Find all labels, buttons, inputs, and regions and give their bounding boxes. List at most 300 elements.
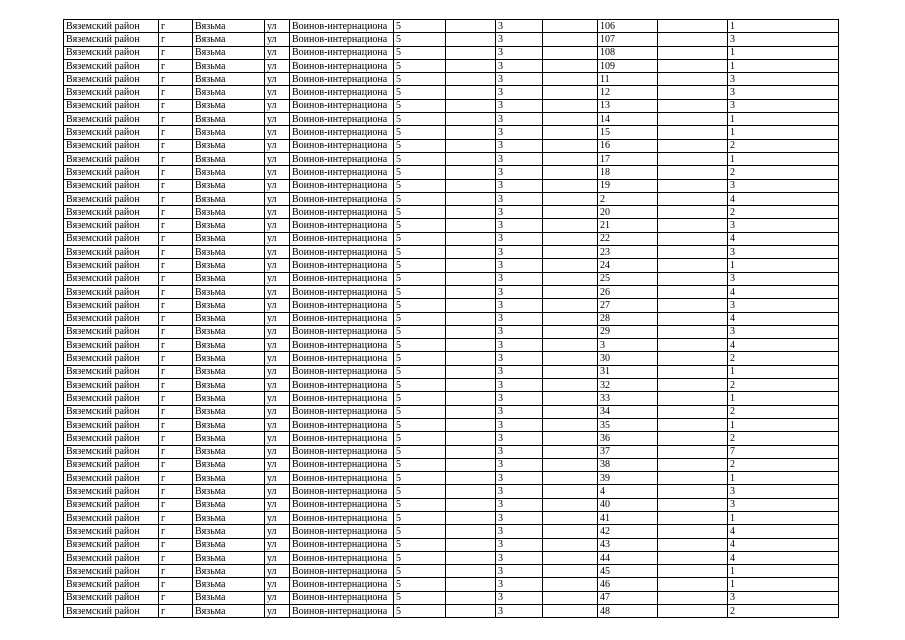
col8-cell: 3 [496,73,543,86]
col6-cell: 5 [394,325,446,338]
city-cell: Вязьма [193,299,265,312]
col11-cell [658,299,728,312]
house-number-cell: 109 [598,59,658,72]
house-number-cell: 13 [598,99,658,112]
col11-cell [658,392,728,405]
col9-cell [543,113,598,126]
col8-cell: 3 [496,219,543,232]
col9-cell [543,312,598,325]
street-type-cell: ул [265,219,290,232]
col9-cell [543,458,598,471]
col8-cell: 3 [496,591,543,604]
house-number-cell: 28 [598,312,658,325]
city-type-cell: г [159,485,193,498]
col7-cell [446,99,496,112]
col8-cell: 3 [496,46,543,59]
col7-cell [446,551,496,564]
district-cell: Вяземский район [64,99,159,112]
col8-cell: 3 [496,405,543,418]
table-row [64,565,839,578]
count-cell: 1 [728,126,839,139]
house-number-cell: 39 [598,472,658,485]
house-number-cell: 48 [598,605,658,618]
col8-cell: 3 [496,605,543,618]
district-cell: Вяземский район [64,379,159,392]
count-cell: 4 [728,232,839,245]
street-type-cell: ул [265,139,290,152]
col6-cell: 5 [394,46,446,59]
col8-cell: 3 [496,339,543,352]
city-type-cell: г [159,511,193,524]
district-cell: Вяземский район [64,20,159,33]
count-cell: 3 [728,272,839,285]
city-type-cell: г [159,272,193,285]
street-cell: Воинов-интернациона [290,352,394,365]
city-cell: Вязьма [193,511,265,524]
street-type-cell: ул [265,538,290,551]
street-cell: Воинов-интернациона [290,551,394,564]
street-type-cell: ул [265,232,290,245]
table-row [64,525,839,538]
street-cell: Воинов-интернациона [290,605,394,618]
col9-cell [543,339,598,352]
table-row [64,126,839,139]
city-cell: Вязьма [193,352,265,365]
street-type-cell: ул [265,445,290,458]
col11-cell [658,46,728,59]
house-number-cell: 45 [598,565,658,578]
col9-cell [543,498,598,511]
street-cell: Воинов-интернациона [290,458,394,471]
street-cell: Воинов-интернациона [290,272,394,285]
col6-cell: 5 [394,272,446,285]
col11-cell [658,565,728,578]
count-cell: 3 [728,99,839,112]
city-type-cell: г [159,392,193,405]
house-number-cell: 26 [598,285,658,298]
col7-cell [446,126,496,139]
street-cell: Воинов-интернациона [290,139,394,152]
table-row [64,458,839,471]
col9-cell [543,325,598,338]
street-cell: Воинов-интернациона [290,86,394,99]
city-type-cell: г [159,46,193,59]
col8-cell: 3 [496,498,543,511]
house-number-cell: 21 [598,219,658,232]
col7-cell [446,605,496,618]
col9-cell [543,59,598,72]
city-type-cell: г [159,591,193,604]
count-cell: 3 [728,73,839,86]
street-cell: Воинов-интернациона [290,73,394,86]
col11-cell [658,418,728,431]
city-cell: Вязьма [193,551,265,564]
count-cell: 1 [728,392,839,405]
street-cell: Воинов-интернациона [290,299,394,312]
col7-cell [446,86,496,99]
col6-cell: 5 [394,20,446,33]
table-row [64,485,839,498]
col8-cell: 3 [496,152,543,165]
street-type-cell: ул [265,525,290,538]
city-cell: Вязьма [193,379,265,392]
district-cell: Вяземский район [64,325,159,338]
street-type-cell: ул [265,365,290,378]
col6-cell: 5 [394,219,446,232]
district-cell: Вяземский район [64,259,159,272]
table-row [64,312,839,325]
count-cell: 4 [728,525,839,538]
col11-cell [658,139,728,152]
street-type-cell: ул [265,498,290,511]
col7-cell [446,299,496,312]
col6-cell: 5 [394,405,446,418]
street-cell: Воинов-интернациона [290,525,394,538]
house-number-cell: 20 [598,206,658,219]
street-type-cell: ул [265,458,290,471]
col6-cell: 5 [394,525,446,538]
col8-cell: 3 [496,299,543,312]
col6-cell: 5 [394,152,446,165]
city-cell: Вязьма [193,206,265,219]
street-type-cell: ул [265,299,290,312]
street-cell: Воинов-интернациона [290,166,394,179]
city-type-cell: г [159,299,193,312]
district-cell: Вяземский район [64,272,159,285]
street-type-cell: ул [265,405,290,418]
col6-cell: 5 [394,206,446,219]
district-cell: Вяземский район [64,565,159,578]
district-cell: Вяземский район [64,152,159,165]
col6-cell: 5 [394,73,446,86]
table-row [64,285,839,298]
street-type-cell: ул [265,246,290,259]
district-cell: Вяземский район [64,365,159,378]
col8-cell: 3 [496,525,543,538]
table-row [64,206,839,219]
street-cell: Воинов-интернациона [290,591,394,604]
district-cell: Вяземский район [64,312,159,325]
count-cell: 4 [728,285,839,298]
district-cell: Вяземский район [64,285,159,298]
district-cell: Вяземский район [64,405,159,418]
col9-cell [543,352,598,365]
col9-cell [543,126,598,139]
city-cell: Вязьма [193,339,265,352]
house-number-cell: 31 [598,365,658,378]
col11-cell [658,591,728,604]
street-type-cell: ул [265,73,290,86]
table-row [64,86,839,99]
street-cell: Воинов-интернациона [290,472,394,485]
col6-cell: 5 [394,99,446,112]
col6-cell: 5 [394,86,446,99]
district-cell: Вяземский район [64,33,159,46]
city-cell: Вязьма [193,246,265,259]
table-row [64,219,839,232]
col9-cell [543,86,598,99]
col7-cell [446,458,496,471]
count-cell: 1 [728,511,839,524]
city-cell: Вязьма [193,59,265,72]
col6-cell: 5 [394,511,446,524]
count-cell: 3 [728,246,839,259]
spreadsheet-table [63,19,839,618]
street-type-cell: ул [265,33,290,46]
count-cell: 1 [728,578,839,591]
count-cell: 1 [728,472,839,485]
col8-cell: 3 [496,259,543,272]
table-row [64,352,839,365]
district-cell: Вяземский район [64,46,159,59]
col9-cell [543,206,598,219]
street-cell: Воинов-интернациона [290,365,394,378]
count-cell: 1 [728,259,839,272]
street-cell: Воинов-интернациона [290,578,394,591]
table-row [64,432,839,445]
table-row [64,365,839,378]
count-cell: 4 [728,551,839,564]
city-type-cell: г [159,551,193,564]
city-cell: Вязьма [193,46,265,59]
col9-cell [543,365,598,378]
street-type-cell: ул [265,591,290,604]
house-number-cell: 47 [598,591,658,604]
city-cell: Вязьма [193,432,265,445]
col11-cell [658,445,728,458]
street-cell: Воинов-интернациона [290,59,394,72]
district-cell: Вяземский район [64,339,159,352]
city-type-cell: г [159,525,193,538]
district-cell: Вяземский район [64,432,159,445]
table-row [64,192,839,205]
col9-cell [543,219,598,232]
col8-cell: 3 [496,312,543,325]
col9-cell [543,299,598,312]
col9-cell [543,605,598,618]
street-cell: Воинов-интернациона [290,179,394,192]
city-cell: Вязьма [193,578,265,591]
col6-cell: 5 [394,392,446,405]
col9-cell [543,432,598,445]
col8-cell: 3 [496,192,543,205]
col8-cell: 3 [496,418,543,431]
count-cell: 2 [728,405,839,418]
col6-cell: 5 [394,565,446,578]
city-type-cell: г [159,113,193,126]
col9-cell [543,179,598,192]
city-cell: Вязьма [193,525,265,538]
col7-cell [446,272,496,285]
col11-cell [658,20,728,33]
house-number-cell: 41 [598,511,658,524]
col11-cell [658,219,728,232]
street-cell: Воинов-интернациона [290,192,394,205]
col7-cell [446,472,496,485]
street-type-cell: ул [265,113,290,126]
city-cell: Вязьма [193,538,265,551]
count-cell: 2 [728,166,839,179]
street-type-cell: ул [265,126,290,139]
col7-cell [446,591,496,604]
table-row [64,405,839,418]
col7-cell [446,379,496,392]
district-cell: Вяземский район [64,485,159,498]
col11-cell [658,246,728,259]
col9-cell [543,246,598,259]
street-type-cell: ул [265,432,290,445]
col8-cell: 3 [496,379,543,392]
district-cell: Вяземский район [64,192,159,205]
house-number-cell: 17 [598,152,658,165]
col11-cell [658,525,728,538]
col9-cell [543,152,598,165]
table-row [64,498,839,511]
col9-cell [543,33,598,46]
count-cell: 3 [728,498,839,511]
count-cell: 2 [728,605,839,618]
district-cell: Вяземский район [64,591,159,604]
district-cell: Вяземский район [64,418,159,431]
col8-cell: 3 [496,551,543,564]
col6-cell: 5 [394,126,446,139]
col11-cell [658,498,728,511]
city-cell: Вязьма [193,20,265,33]
col7-cell [446,498,496,511]
house-number-cell: 14 [598,113,658,126]
city-type-cell: г [159,219,193,232]
table-row [64,139,839,152]
col7-cell [446,312,496,325]
col6-cell: 5 [394,551,446,564]
house-number-cell: 35 [598,418,658,431]
table-body [64,20,839,618]
col8-cell: 3 [496,86,543,99]
col7-cell [446,285,496,298]
table-row [64,46,839,59]
street-cell: Воинов-интернациона [290,99,394,112]
street-type-cell: ул [265,511,290,524]
street-type-cell: ул [265,392,290,405]
street-cell: Воинов-интернациона [290,538,394,551]
table-row [64,392,839,405]
table-row [64,99,839,112]
col11-cell [658,113,728,126]
col6-cell: 5 [394,192,446,205]
district-cell: Вяземский район [64,179,159,192]
col11-cell [658,86,728,99]
col8-cell: 3 [496,166,543,179]
city-type-cell: г [159,432,193,445]
col6-cell: 5 [394,472,446,485]
city-type-cell: г [159,192,193,205]
table-row [64,166,839,179]
col6-cell: 5 [394,339,446,352]
street-type-cell: ул [265,86,290,99]
count-cell: 3 [728,179,839,192]
city-cell: Вязьма [193,259,265,272]
district-cell: Вяземский район [64,126,159,139]
city-cell: Вязьма [193,99,265,112]
city-cell: Вязьма [193,498,265,511]
col9-cell [543,472,598,485]
city-type-cell: г [159,73,193,86]
col6-cell: 5 [394,578,446,591]
house-number-cell: 40 [598,498,658,511]
city-type-cell: г [159,179,193,192]
count-cell: 3 [728,299,839,312]
table-row [64,20,839,33]
city-cell: Вязьма [193,472,265,485]
col8-cell: 3 [496,272,543,285]
count-cell: 3 [728,485,839,498]
col9-cell [543,73,598,86]
table-row [64,379,839,392]
table-row [64,152,839,165]
col8-cell: 3 [496,33,543,46]
col8-cell: 3 [496,113,543,126]
street-type-cell: ул [265,312,290,325]
table-row [64,59,839,72]
street-cell: Воинов-интернациона [290,20,394,33]
col11-cell [658,312,728,325]
district-cell: Вяземский район [64,232,159,245]
col11-cell [658,511,728,524]
street-cell: Воинов-интернациона [290,33,394,46]
col11-cell [658,352,728,365]
col6-cell: 5 [394,445,446,458]
house-number-cell: 44 [598,551,658,564]
city-cell: Вязьма [193,219,265,232]
house-number-cell: 36 [598,432,658,445]
city-cell: Вязьма [193,325,265,338]
house-number-cell: 46 [598,578,658,591]
col11-cell [658,538,728,551]
street-type-cell: ул [265,192,290,205]
col11-cell [658,458,728,471]
count-cell: 3 [728,33,839,46]
district-cell: Вяземский район [64,551,159,564]
house-number-cell: 15 [598,126,658,139]
district-cell: Вяземский район [64,498,159,511]
col9-cell [543,285,598,298]
city-type-cell: г [159,418,193,431]
city-type-cell: г [159,152,193,165]
city-cell: Вязьма [193,272,265,285]
street-type-cell: ул [265,46,290,59]
col6-cell: 5 [394,246,446,259]
col8-cell: 3 [496,365,543,378]
count-cell: 3 [728,591,839,604]
table-row [64,551,839,564]
col7-cell [446,33,496,46]
col11-cell [658,232,728,245]
table-row [64,232,839,245]
col8-cell: 3 [496,126,543,139]
street-cell: Воинов-интернациона [290,418,394,431]
street-cell: Воинов-интернациона [290,432,394,445]
district-cell: Вяземский район [64,113,159,126]
col7-cell [446,418,496,431]
col7-cell [446,59,496,72]
col11-cell [658,259,728,272]
col6-cell: 5 [394,285,446,298]
col11-cell [658,325,728,338]
house-number-cell: 29 [598,325,658,338]
col8-cell: 3 [496,565,543,578]
count-cell: 2 [728,139,839,152]
street-type-cell: ул [265,485,290,498]
